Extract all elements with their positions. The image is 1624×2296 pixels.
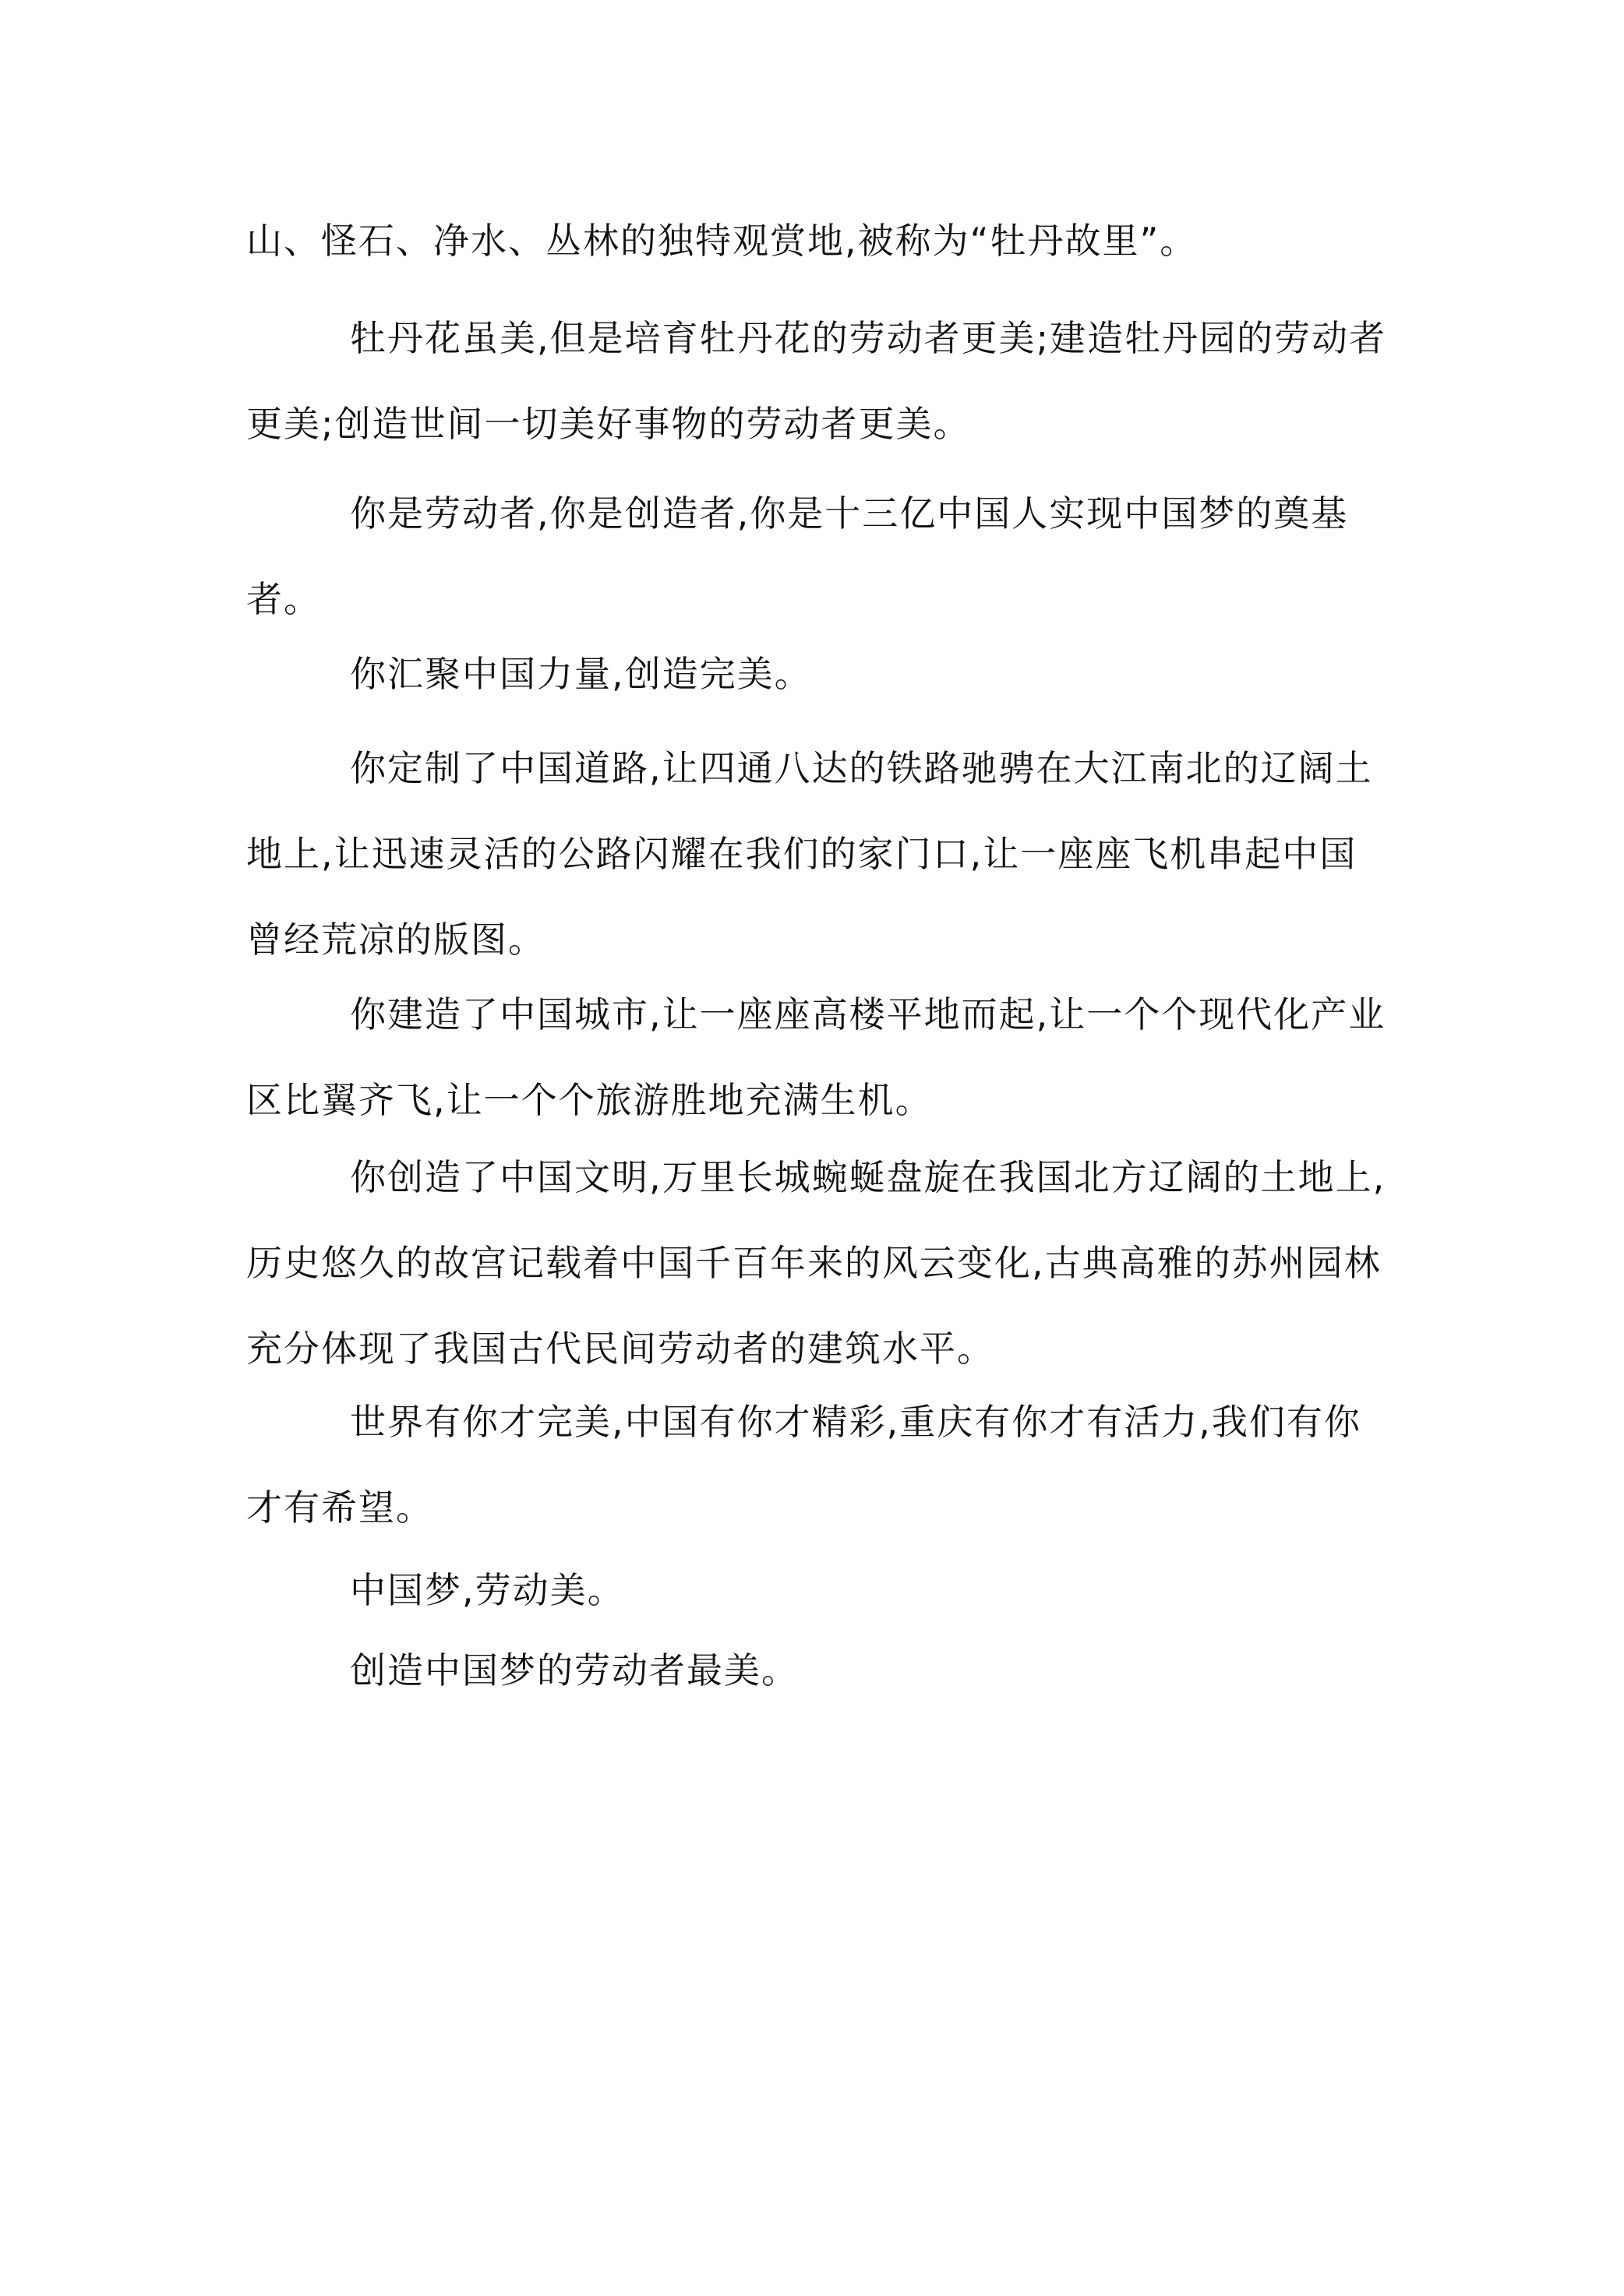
paragraph-peony-hometown: 山、怪石、净水、丛林的独特观赏地,被称为“牡丹故里”。 — [246, 220, 1198, 262]
paragraph-china-cities: 你建造了中国城市,让一座座高楼平地而起,让一个个现代化产业区比翼齐飞,让一个个旅游胜地充满生机。 — [246, 993, 1386, 1121]
paragraph-china-civilization: 你创造了中国文明,万里长城蜿蜒盘旋在我国北方辽阔的土地上,历史悠久的故宫记载着中国千百年来的风云变化,古典高雅的苏州园林充分体现了我国古代民间劳动者的建筑水平。 — [246, 1156, 1386, 1370]
paragraph-most-beautiful: 创造中国梦的劳动者最美。 — [246, 1649, 799, 1691]
paragraph-china-dream: 中国梦,劳动美。 — [246, 1569, 625, 1611]
paragraph-china-roads: 你定制了中国道路,让四通八达的铁路驰骋在大江南北的辽阔土地上,让迅速灵活的公路闪耀在我们的家门口,让一座座飞机串起中国曾经荒凉的版图。 — [246, 747, 1373, 961]
paragraph-china-power: 你汇聚中国力量,创造完美。 — [246, 653, 812, 695]
paragraph-peony-workers: 牡丹花虽美,但是培育牡丹花的劳动者更美;建造牡丹园的劳动者更美;创造世间一切美好事物的劳动者更美。 — [246, 317, 1387, 445]
paragraph-you-are-worker: 你是劳动者,你是创造者,你是十三亿中国人实现中国梦的奠基者。 — [246, 492, 1349, 620]
paragraph-world-perfect: 世界有你才完美,中国有你才精彩,重庆有你才有活力,我们有你才有希望。 — [246, 1401, 1361, 1529]
